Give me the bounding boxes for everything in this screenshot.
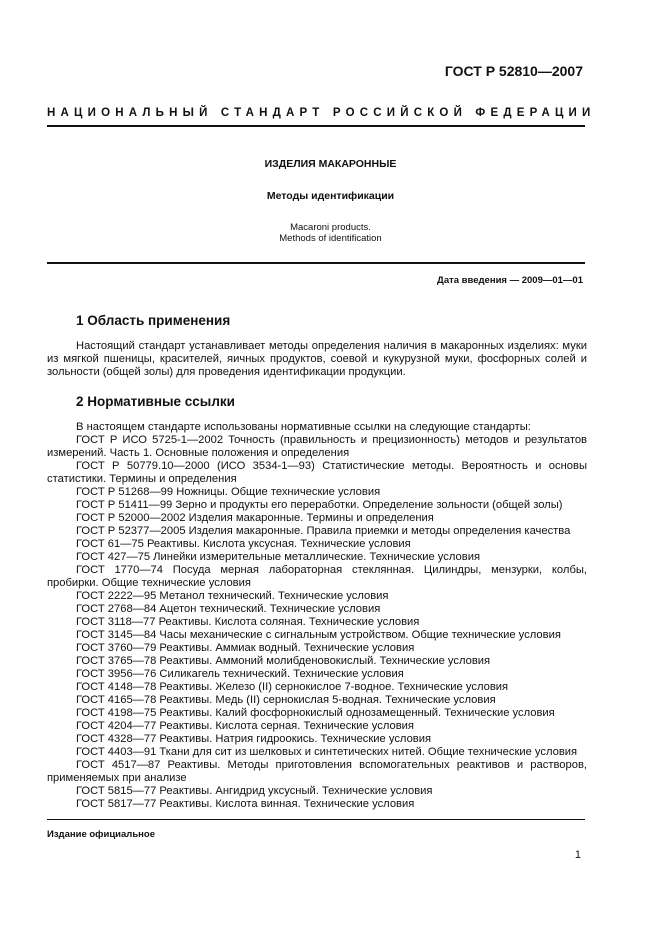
footer-divider: [47, 819, 585, 820]
reference-item: ГОСТ 4328—77 Реактивы. Натрия гидроокись. Технические условия: [76, 733, 432, 745]
title-russian: ИЗДЕЛИЯ МАКАРОННЫЕ: [264, 158, 397, 170]
reference-item: ГОСТ 3118—77 Реактивы. Кислота соляная. Технические условия: [76, 616, 420, 628]
reference-item: ГОСТ Р 52377—2005 Изделия макаронные. Правила приемки и методы определения качества: [76, 525, 571, 537]
reference-item: ГОСТ 2222—95 Метанол технический. Технические условия: [76, 590, 389, 602]
section-1-heading: 1 Область применения: [76, 313, 231, 328]
introduction-date: Дата введения — 2009—01—01: [437, 275, 583, 286]
top-divider: [47, 125, 585, 127]
reference-item: ГОСТ 5817—77 Реактивы. Кислота винная. Технические условия: [76, 798, 415, 810]
reference-item: ГОСТ 427—75 Линейки измерительные металлические. Технические условия: [76, 551, 480, 563]
middle-divider: [47, 262, 585, 264]
subtitle-russian: Методы идентификации: [266, 190, 395, 202]
reference-item: ГОСТ 3760—79 Реактивы. Аммиак водный. Технические условия: [76, 642, 415, 654]
reference-item: ГОСТ 5815—77 Реактивы. Ангидрид уксусный. Технические условия: [76, 785, 433, 797]
reference-item: ГОСТ 4517—87 Реактивы. Методы приготовления вспомогательных реактивов и растворов, применяемых при анализе: [47, 759, 587, 784]
reference-item: ГОСТ 4165—78 Реактивы. Медь (II) сернокислая 5-водная. Технические условия: [76, 694, 496, 706]
reference-item: ГОСТ 4198—75 Реактивы. Калий фосфорнокислый однозамещенный. Технические условия: [76, 707, 555, 719]
reference-item: ГОСТ 3765—78 Реактивы. Аммоний молибденовокислый. Технические условия: [76, 655, 491, 667]
reference-item: ГОСТ 4403—91 Ткани для сит из шелковых и синтетических нитей. Общие технические условия: [76, 746, 578, 758]
reference-item: ГОСТ 2768—84 Ацетон технический. Технические условия: [76, 603, 381, 615]
title-english: Macaroni products.: [290, 222, 371, 233]
reference-item: ГОСТ 1770—74 Посуда мерная лабораторная стеклянная. Цилиндры, мензурки, колбы, пробирки. Общие технические условия: [47, 564, 587, 589]
reference-item: ГОСТ 4148—78 Реактивы. Железо (II) сернокислое 7-водное. Технические условия: [76, 681, 509, 693]
reference-item: ГОСТ Р 51411—99 Зерно и продукты его переработки. Определение зольности (общей золы): [76, 499, 563, 511]
edition-note: Издание официальное: [47, 829, 155, 840]
reference-item: ГОСТ Р 52000—2002 Изделия макаронные. Термины и определения: [76, 512, 434, 524]
reference-item: ГОСТ Р 51268—99 Ножницы. Общие технические условия: [76, 486, 381, 498]
reference-item: ГОСТ 3145—84 Часы механические с сигнальным устройством. Общие технические условия: [76, 629, 561, 641]
section-2-heading: 2 Нормативные ссылки: [76, 394, 235, 409]
standard-header-band: НАЦИОНАЛЬНЫЙ СТАНДАРТ РОССИЙСКОЙ ФЕДЕРАЦИИ: [47, 107, 596, 119]
reference-item: ГОСТ Р ИСО 5725-1—2002 Точность (правильность и прецизионность) методов и результатов измерений. Часть 1. Основные положения и определения: [47, 434, 587, 459]
section-1-paragraph: Настоящий стандарт устанавливает методы определения наличия в макаронных изделиях: муки из мягкой пшеницы, красителей, яичных продуктов, соевой и кукурузной муки, фосфорных солей и зольности (общей золы) для проведения идентификации продукции.: [47, 340, 587, 378]
subtitle-english: Methods of identification: [279, 233, 382, 244]
reference-item: ГОСТ 4204—77 Реактивы. Кислота серная. Технические условия: [76, 720, 414, 732]
page-number: 1: [574, 849, 581, 861]
section-1-body: [47, 340, 587, 379]
reference-item: ГОСТ 3956—76 Силикагель технический. Технические условия: [76, 668, 404, 680]
document-code: ГОСТ Р 52810—2007: [444, 63, 583, 79]
normative-references-list: [47, 421, 587, 811]
references-intro: В настоящем стандарте использованы нормативные ссылки на следующие стандарты:: [76, 421, 531, 433]
reference-item: ГОСТ Р 50779.10—2000 (ИСО 3534-1—93) Статистические методы. Вероятность и основы статистики. Термины и определения: [47, 460, 587, 485]
reference-item: ГОСТ 61—75 Реактивы. Кислота уксусная. Технические условия: [76, 538, 411, 550]
